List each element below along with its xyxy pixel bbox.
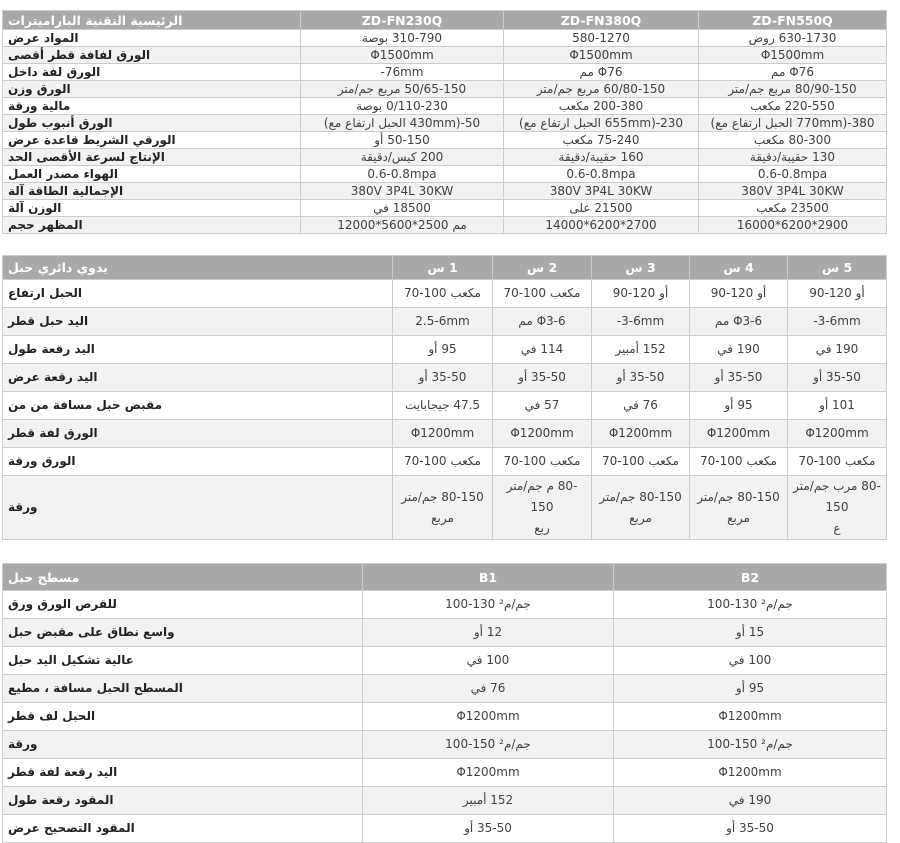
main-parameters-row-label: ‎آلة‎ ‎الطاقة‎ ‎الإجمالية‎ <box>3 183 301 200</box>
main-parameters-cell-value: ‎كيس/دقيقة‎ ‎200‎ <box>301 149 504 166</box>
round-rope-cell-value: ‎أو‎ ‎35-50‎ <box>592 364 690 392</box>
round-rope-cell-value: ‎Φ1200mm‎ <box>690 420 788 448</box>
flat-rope-cell-value: ‎Φ1200mm‎ <box>614 759 887 787</box>
round-rope-row-label: ‎قطر‎ ‎لفة‎ ‎الورق‎ <box>3 420 393 448</box>
main-parameters-cell-value: ‎جم/متر‎ ‎مربع‎ ‎80/90-150‎ <box>699 81 887 98</box>
round-rope-row-label: ‎عرض‎ ‎رقعة‎ ‎اليد‎ <box>3 364 393 392</box>
main-parameters-cell-value: ‎في‎ ‎18500‎ <box>301 200 504 217</box>
round-rope-cell-value: ‎70-100‎ ‎مكعب‎ <box>592 448 690 476</box>
flat-rope-header <box>3 564 887 591</box>
round-rope-cell-value: ‎-3-6mm‎ <box>592 308 690 336</box>
main-parameters-row-label: ‎أقصى‎ ‎قطر‎ ‎لفافة‎ ‎الورق‎ <box>3 47 301 64</box>
round-rope-cell-value: ‎-3-6mm‎ <box>788 308 887 336</box>
main-parameters-cell-value: ‎جم/متر‎ ‎مربع‎ ‎60/80-150‎ <box>504 81 699 98</box>
round-rope-column-header: ‎س‎ ‎5‎ <box>788 256 887 280</box>
round-rope-cell-value: ‎في‎ ‎190‎ <box>788 336 887 364</box>
main-parameters-row-label: ‎داخل‎ ‎لفة‎ ‎الورق‎ <box>3 64 301 81</box>
flat-rope-row-label: ‎قطر‎ ‎لفة‎ ‎رقعة‎ ‎اليد‎ <box>3 759 363 787</box>
main-parameters-cell-value: ‎على‎ ‎21500‎ <box>504 200 699 217</box>
round-rope-cell-value: ‎جم/متر‎ ‎80-150‎ ‎مربع‎ <box>393 476 493 540</box>
round-rope-row-label: ‎من‎ ‎من‎ ‎مسافة‎ ‎حبل‎ ‎مقبض‎ <box>3 392 393 420</box>
round-rope-cell-value: ‎90-120‎ ‎أو‎ <box>592 280 690 308</box>
main-parameters-row-label: ‎طول‎ ‎أنبوب‎ ‎الورق‎ <box>3 115 301 132</box>
round-rope-cell-value: ‎70-100‎ ‎مكعب‎ <box>493 448 592 476</box>
main-parameters-row <box>3 200 887 217</box>
flat-rope-column-header: ‎B2‎ <box>614 564 887 591</box>
main-parameters-cell-value: ‎حقيبة/دقيقة‎ ‎160‎ <box>504 149 699 166</box>
flat-rope-row <box>3 675 887 703</box>
main-parameters-cell-value: ‎جم/متر‎ ‎مربع‎ ‎50/65-150‎ <box>301 81 504 98</box>
main-parameters-cell-value: ‎580-1270‎ <box>504 30 699 47</box>
round-rope-row <box>3 448 887 476</box>
main-parameters-row-label: ‎حجم‎ ‎المظهر‎ <box>3 217 301 234</box>
main-parameters-cell-value: ‎14000*6200*2700‎ <box>504 217 699 234</box>
main-parameters-cell-value: ‎مكعب‎ ‎23500‎ <box>699 200 887 217</box>
main-parameters-row <box>3 149 887 166</box>
round-rope-row <box>3 336 887 364</box>
round-rope-cell-value: ‎أمبير‎ ‎152‎ <box>592 336 690 364</box>
flat-rope-row-label: ‎ورق‎ ‎الورق‎ ‎للقرص‎ <box>3 591 363 619</box>
main-parameters-cell-value: ‎380V‎ ‎3P4L‎ ‎30KW‎ <box>301 183 504 200</box>
flat-rope-row <box>3 619 887 647</box>
main-parameters-row-label: ‎عرض‎ ‎المواد‎ <box>3 30 301 47</box>
round-rope-row-label: ‎ورقة‎ <box>3 476 393 540</box>
round-rope-cell-value: ‎أو‎ ‎101‎ <box>788 392 887 420</box>
round-rope-row <box>3 476 887 540</box>
round-rope-row <box>3 420 887 448</box>
flat-rope-cell-value: ‎Φ1200mm‎ <box>363 703 614 731</box>
flat-rope-row <box>3 647 887 675</box>
flat-rope-row-label: ‎حبل‎ ‎اليد‎ ‎تشكيل‎ ‎عالية‎ <box>3 647 363 675</box>
main-parameters-cell-value: ‎أو‎ ‎50-150‎ <box>301 132 504 149</box>
flat-rope-row <box>3 731 887 759</box>
main-parameters-cell-value: ‎حقيبة/دقيقة‎ ‎130‎ <box>699 149 887 166</box>
main-parameters-row <box>3 98 887 115</box>
round-rope-cell-value: ‎أو‎ ‎35-50‎ <box>788 364 887 392</box>
flat-rope-row <box>3 815 887 843</box>
main-parameters-row <box>3 115 887 132</box>
main-parameters-row <box>3 132 887 149</box>
round-rope-cell-value: ‎في‎ ‎57‎ <box>493 392 592 420</box>
flat-rope-row <box>3 703 887 731</box>
flat-rope-cell-value: ‎أو‎ ‎35-50‎ <box>614 815 887 843</box>
round-rope-cell-value: ‎جم/متر‎ ‎80-150‎ ‎مربع‎ <box>690 476 788 540</box>
flat-rope-row-label: ‎مطيع‎ ‎،‎ ‎مسافة‎ ‎الحبل‎ ‎المسطح‎ <box>3 675 363 703</box>
round-rope-cell-value: ‎أو‎ ‎35-50‎ <box>393 364 493 392</box>
main-parameters-row-label: ‎آلة‎ ‎الوزن‎ <box>3 200 301 217</box>
main-parameters-cell-value: ‎Φ1500mm‎ <box>699 47 887 64</box>
flat-rope-cell-value: ‎Φ1200mm‎ <box>614 703 887 731</box>
round-rope-row <box>3 308 887 336</box>
flat-rope-cell-value: ‎أو‎ ‎95‎ <box>614 675 887 703</box>
flat-rope-cell-value: ‎في‎ ‎100‎ <box>614 647 887 675</box>
main-parameters-cell-value: ‎مم‎ ‎Φ76‎ <box>504 64 699 81</box>
main-parameters-cell-value: ‎(مع‎ ‎ارتفاع‎ ‎الحبل‎ ‎430mm)-50‎ <box>301 115 504 132</box>
main-parameters-cell-value: ‎روض‎ ‎630-1730‎ <box>699 30 887 47</box>
main-parameters-cell-value: ‎بوصة‎ ‎310-790‎ <box>301 30 504 47</box>
main-parameters-row-label: ‎وزن‎ ‎الورق‎ <box>3 81 301 98</box>
main-parameters-row <box>3 217 887 234</box>
round-rope-cell-value: ‎جم/متر‎ ‎مرب‎ ‎80-150‎ ‎ع‎ <box>788 476 887 540</box>
main-parameters-row-label: ‎عرض‎ ‎قاعدة‎ ‎الشريط‎ ‎الورقي‎ <box>3 132 301 149</box>
round-rope-row-label: ‎ورقة‎ ‎الورق‎ <box>3 448 393 476</box>
round-rope-cell-value: ‎Φ1200mm‎ <box>592 420 690 448</box>
round-rope-cell-value: ‎مم‎ ‎Φ3-6‎ <box>493 308 592 336</box>
flat-rope-cell-value: ‎100-130‎ ‎²جم/م‎ <box>614 591 887 619</box>
round-rope-table-title: ‎حبل‎ ‎دائري‎ ‎يدوي‎ <box>3 256 393 280</box>
round-rope-cell-value: ‎70-100‎ ‎مكعب‎ <box>788 448 887 476</box>
flat-rope-cell-value: ‎100-150‎ ‎²جم/م‎ <box>614 731 887 759</box>
round-rope-cell-value: ‎جم/متر‎ ‎م‎ ‎80-150‎ ‎ربع‎ <box>493 476 592 540</box>
flat-rope-row <box>3 787 887 815</box>
main-parameters-cell-value: ‎مكعب‎ ‎220-550‎ <box>699 98 887 115</box>
main-parameters-cell-value: ‎بوصة‎ ‎0/110-230‎ <box>301 98 504 115</box>
main-parameters-table-title: ‎الباراميترات‎ ‎التقنية‎ ‎الرئيسية‎ <box>3 11 301 30</box>
round-rope-cell-value: ‎في‎ ‎190‎ <box>690 336 788 364</box>
flat-rope-row <box>3 591 887 619</box>
flat-rope-row-label: ‎طول‎ ‎رقعة‎ ‎المقود‎ <box>3 787 363 815</box>
flat-rope-cell-value: ‎في‎ ‎190‎ <box>614 787 887 815</box>
round-rope-column-header: ‎س‎ ‎2‎ <box>493 256 592 280</box>
round-rope-cell-value: ‎في‎ ‎76‎ <box>592 392 690 420</box>
main-parameters-column-header: ‎ZD-FN230Q‎ <box>301 11 504 30</box>
main-parameters-cell-value: ‎Φ1500mm‎ <box>301 47 504 64</box>
main-parameters-cell-value: ‎0.6-0.8mpa‎ <box>301 166 504 183</box>
round-rope-row <box>3 280 887 308</box>
main-parameters-row <box>3 30 887 47</box>
round-rope-cell-value: ‎في‎ ‎114‎ <box>493 336 592 364</box>
main-parameters-cell-value: ‎16000*6200*2900‎ <box>699 217 887 234</box>
flat-rope-row-label: ‎ورقة‎ <box>3 731 363 759</box>
flat-rope-row-label: ‎حبل‎ ‎مقبض‎ ‎على‎ ‎نطاق‎ ‎واسع‎ <box>3 619 363 647</box>
main-parameters-table <box>2 10 887 234</box>
round-rope-cell-value: ‎جم/متر‎ ‎80-150‎ ‎مربع‎ <box>592 476 690 540</box>
flat-rope-table <box>2 563 887 843</box>
main-parameters-cell-value: ‎0.6-0.8mpa‎ <box>699 166 887 183</box>
main-parameters-cell-value: ‎مم‎ ‎Φ76‎ <box>699 64 887 81</box>
main-parameters-cell-value: ‎(مع‎ ‎ارتفاع‎ ‎الحبل‎ ‎770mm)-380‎ <box>699 115 887 132</box>
main-parameters-body <box>3 30 887 234</box>
flat-rope-cell-value: ‎أو‎ ‎15‎ <box>614 619 887 647</box>
round-rope-row <box>3 392 887 420</box>
round-rope-table <box>2 255 887 540</box>
main-parameters-row <box>3 81 887 98</box>
flat-rope-column-header: ‎B1‎ <box>363 564 614 591</box>
flat-rope-row-label: ‎قطر‎ ‎لف‎ ‎الحبل‎ <box>3 703 363 731</box>
main-parameters-cell-value: ‎Φ1500mm‎ <box>504 47 699 64</box>
round-rope-cell-value: ‎Φ1200mm‎ <box>788 420 887 448</box>
round-rope-cell-value: ‎أو‎ ‎95‎ <box>393 336 493 364</box>
round-rope-cell-value: ‎أو‎ ‎95‎ <box>690 392 788 420</box>
flat-rope-cell-value: ‎100-150‎ ‎²جم/م‎ <box>363 731 614 759</box>
round-rope-cell-value: ‎2.5-6mm‎ <box>393 308 493 336</box>
main-parameters-cell-value: ‎مكعب‎ ‎80-300‎ <box>699 132 887 149</box>
main-parameters-cell-value: ‎-76mm‎ <box>301 64 504 81</box>
flat-rope-cell-value: ‎في‎ ‎76‎ <box>363 675 614 703</box>
round-rope-header <box>3 256 887 280</box>
main-parameters-row <box>3 166 887 183</box>
main-parameters-cell-value: ‎12000*5600*2500‎ ‎مم‎ <box>301 217 504 234</box>
main-parameters-row <box>3 64 887 81</box>
round-rope-body <box>3 280 887 540</box>
round-rope-cell-value: ‎مم‎ ‎Φ3-6‎ <box>690 308 788 336</box>
main-parameters-header <box>3 11 887 30</box>
round-rope-cell-value: ‎أو‎ ‎35-50‎ <box>690 364 788 392</box>
main-parameters-row <box>3 183 887 200</box>
round-rope-cell-value: ‎70-100‎ ‎مكعب‎ <box>493 280 592 308</box>
round-rope-cell-value: ‎90-120‎ ‎أو‎ <box>690 280 788 308</box>
round-rope-cell-value: ‎90-120‎ ‎أو‎ <box>788 280 887 308</box>
main-parameters-cell-value: ‎380V‎ ‎3P4L‎ ‎30KW‎ <box>504 183 699 200</box>
round-rope-column-header: ‎س‎ ‎1‎ <box>393 256 493 280</box>
main-parameters-cell-value: ‎مكعب‎ ‎200-380‎ <box>504 98 699 115</box>
main-parameters-cell-value: ‎مكعب‎ ‎75-240‎ <box>504 132 699 149</box>
main-parameters-cell-value: ‎380V‎ ‎3P4L‎ ‎30KW‎ <box>699 183 887 200</box>
flat-rope-cell-value: ‎Φ1200mm‎ <box>363 759 614 787</box>
flat-rope-cell-value: ‎أمبير‎ ‎152‎ <box>363 787 614 815</box>
round-rope-column-header: ‎س‎ ‎3‎ <box>592 256 690 280</box>
flat-rope-row <box>3 759 887 787</box>
main-parameters-row-label: ‎العمل‎ ‎مصدر‎ ‎الهواء‎ <box>3 166 301 183</box>
main-parameters-row <box>3 47 887 64</box>
flat-rope-cell-value: ‎في‎ ‎100‎ <box>363 647 614 675</box>
round-rope-row-label: ‎ارتفاع‎ ‎الحبل‎ <box>3 280 393 308</box>
main-parameters-cell-value: ‎0.6-0.8mpa‎ <box>504 166 699 183</box>
main-parameters-cell-value: ‎(مع‎ ‎ارتفاع‎ ‎الحبل‎ ‎655mm)-230‎ <box>504 115 699 132</box>
round-rope-cell-value: ‎70-100‎ ‎مكعب‎ <box>393 280 493 308</box>
flat-rope-table-title: ‎حبل‎ ‎مسطح‎ <box>3 564 363 591</box>
flat-rope-cell-value: ‎أو‎ ‎35-50‎ <box>363 815 614 843</box>
round-rope-row-label: ‎طول‎ ‎رقعة‎ ‎اليد‎ <box>3 336 393 364</box>
flat-rope-cell-value: ‎أو‎ ‎12‎ <box>363 619 614 647</box>
round-rope-row-label: ‎قطر‎ ‎حبل‎ ‎اليد‎ <box>3 308 393 336</box>
round-rope-row <box>3 364 887 392</box>
round-rope-cell-value: ‎أو‎ ‎35-50‎ <box>493 364 592 392</box>
round-rope-column-header: ‎س‎ ‎4‎ <box>690 256 788 280</box>
round-rope-cell-value: ‎Φ1200mm‎ <box>493 420 592 448</box>
flat-rope-row-label: ‎عرض‎ ‎التصحيح‎ ‎المقود‎ <box>3 815 363 843</box>
main-parameters-row-label: ‎الحد‎ ‎الأقصى‎ ‎لسرعة‎ ‎الإنتاج‎ <box>3 149 301 166</box>
main-parameters-row-label: ‎ورقة‎ ‎مالية‎ <box>3 98 301 115</box>
main-parameters-column-header: ‎ZD-FN550Q‎ <box>699 11 887 30</box>
round-rope-cell-value: ‎Φ1200mm‎ <box>393 420 493 448</box>
flat-rope-body <box>3 591 887 843</box>
main-parameters-column-header: ‎ZD-FN380Q‎ <box>504 11 699 30</box>
round-rope-cell-value: ‎70-100‎ ‎مكعب‎ <box>393 448 493 476</box>
round-rope-cell-value: ‎جيجابايت‎ ‎47.5‎ <box>393 392 493 420</box>
round-rope-cell-value: ‎70-100‎ ‎مكعب‎ <box>690 448 788 476</box>
flat-rope-cell-value: ‎100-130‎ ‎²جم/م‎ <box>363 591 614 619</box>
